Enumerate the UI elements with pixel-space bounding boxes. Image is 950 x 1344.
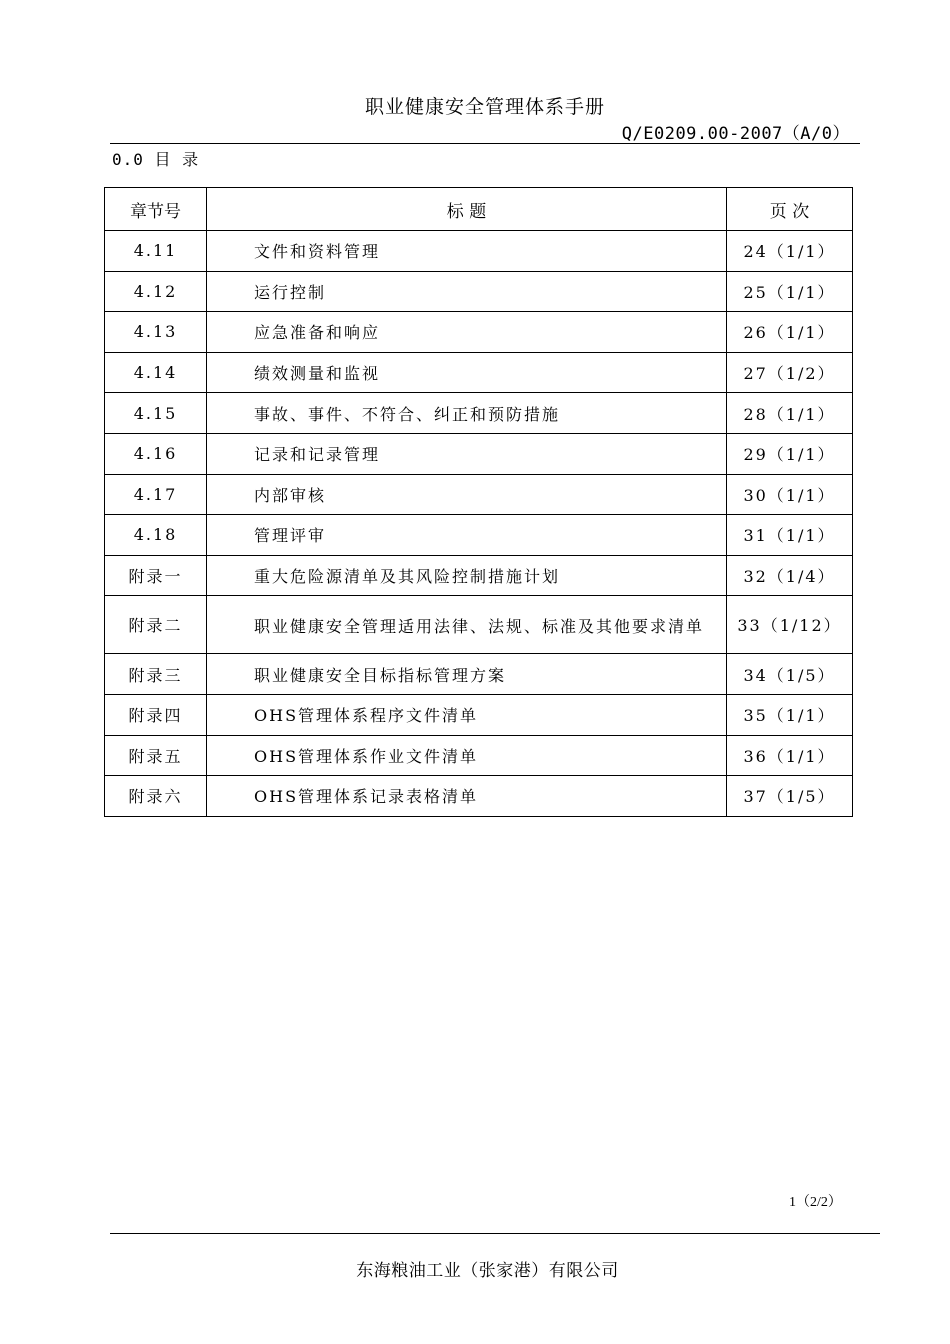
chapter-number: 4.17 [105,474,207,515]
chapter-number: 附录五 [105,735,207,776]
column-header-page: 页 次 [727,188,853,231]
chapter-title-text: 绩效测量和监视 [254,364,381,384]
document-code: Q/E0209.00-2007（A/0） [621,124,850,144]
page-reference: 33（1/12） [727,596,853,654]
page-reference: 28（1/1） [727,393,853,434]
chapter-title [207,271,727,312]
chapter-title-text: 记录和记录管理 [254,445,381,465]
table-row [105,654,853,695]
chapter-title-text: 文件和资料管理 [254,242,381,262]
chapter-title [207,515,727,556]
chapter-title-text: 重大危险源清单及其风险控制措施计划 [254,567,561,587]
chapter-number: 附录三 [105,654,207,695]
chapter-title [207,654,727,695]
table-row [105,694,853,735]
chapter-title-text: 运行控制 [254,282,327,302]
page-reference: 29（1/1） [727,433,853,474]
page-reference: 34（1/5） [727,654,853,695]
page-reference: 35（1/1） [727,694,853,735]
table-row [105,474,853,515]
chapter-title-text: 职业健康安全目标指标管理方案 [254,665,507,685]
chapter-number: 4.15 [105,393,207,434]
column-header-title: 标 题 [207,188,727,231]
chapter-number: 附录四 [105,694,207,735]
table-row [105,433,853,474]
table-row [105,776,853,817]
page-reference: 24（1/1） [727,231,853,272]
page-reference: 32（1/4） [727,555,853,596]
chapter-number: 附录二 [105,596,207,654]
chapter-title-text: 管理评审 [254,526,327,546]
chapter-title [207,555,727,596]
page-reference: 36（1/1） [727,735,853,776]
chapter-number: 4.14 [105,352,207,393]
chapter-title-text: OHS管理体系记录表格清单 [254,787,479,807]
table-row [105,555,853,596]
chapter-number: 附录六 [105,776,207,817]
table-row [105,231,853,272]
table-row [105,312,853,353]
chapter-title-text: 事故、事件、不符合、纠正和预防措施 [254,404,561,424]
chapter-title-text: OHS管理体系程序文件清单 [254,706,479,726]
chapter-title [207,694,727,735]
table-row [105,393,853,434]
chapter-title [207,433,727,474]
page-reference: 26（1/1） [727,312,853,353]
chapter-title [207,352,727,393]
chapter-title [207,474,727,515]
chapter-number: 4.16 [105,433,207,474]
chapter-number: 附录一 [105,555,207,596]
chapter-title-text: 内部审核 [254,485,327,505]
chapter-number: 4.12 [105,271,207,312]
company-name: 东海粮油工业（张家港）有限公司 [356,1261,619,1281]
column-header-chapter: 章节号 [105,188,207,231]
table-row [105,352,853,393]
table-row [105,515,853,556]
table-row [105,596,853,654]
table-row [105,271,853,312]
page-reference: 31（1/1） [727,515,853,556]
chapter-title [207,735,727,776]
table-of-contents [104,187,853,817]
page-reference: 25（1/1） [727,271,853,312]
page-reference: 37（1/5） [727,776,853,817]
chapter-number: 4.11 [105,231,207,272]
page-number: 1（2/2） [789,1195,842,1210]
chapter-number: 4.18 [105,515,207,556]
chapter-title [207,776,727,817]
chapter-title [207,312,727,353]
chapter-title [207,393,727,434]
section-heading: 0.0 目 录 [112,150,200,169]
chapter-title [207,231,727,272]
header-divider [110,143,860,144]
toc-header-row [105,188,853,231]
footer-divider [110,1233,880,1234]
page-reference: 27（1/2） [727,352,853,393]
manual-title: 职业健康安全管理体系手册 [364,96,605,118]
chapter-title: 职业健康安全管理适用法律、法规、标准及其他要求清单 [207,596,727,654]
chapter-title-text: 应急准备和响应 [254,323,381,343]
page-reference: 30（1/1） [727,474,853,515]
table-row [105,735,853,776]
chapter-number: 4.13 [105,312,207,353]
chapter-title-text: OHS管理体系作业文件清单 [254,746,479,766]
